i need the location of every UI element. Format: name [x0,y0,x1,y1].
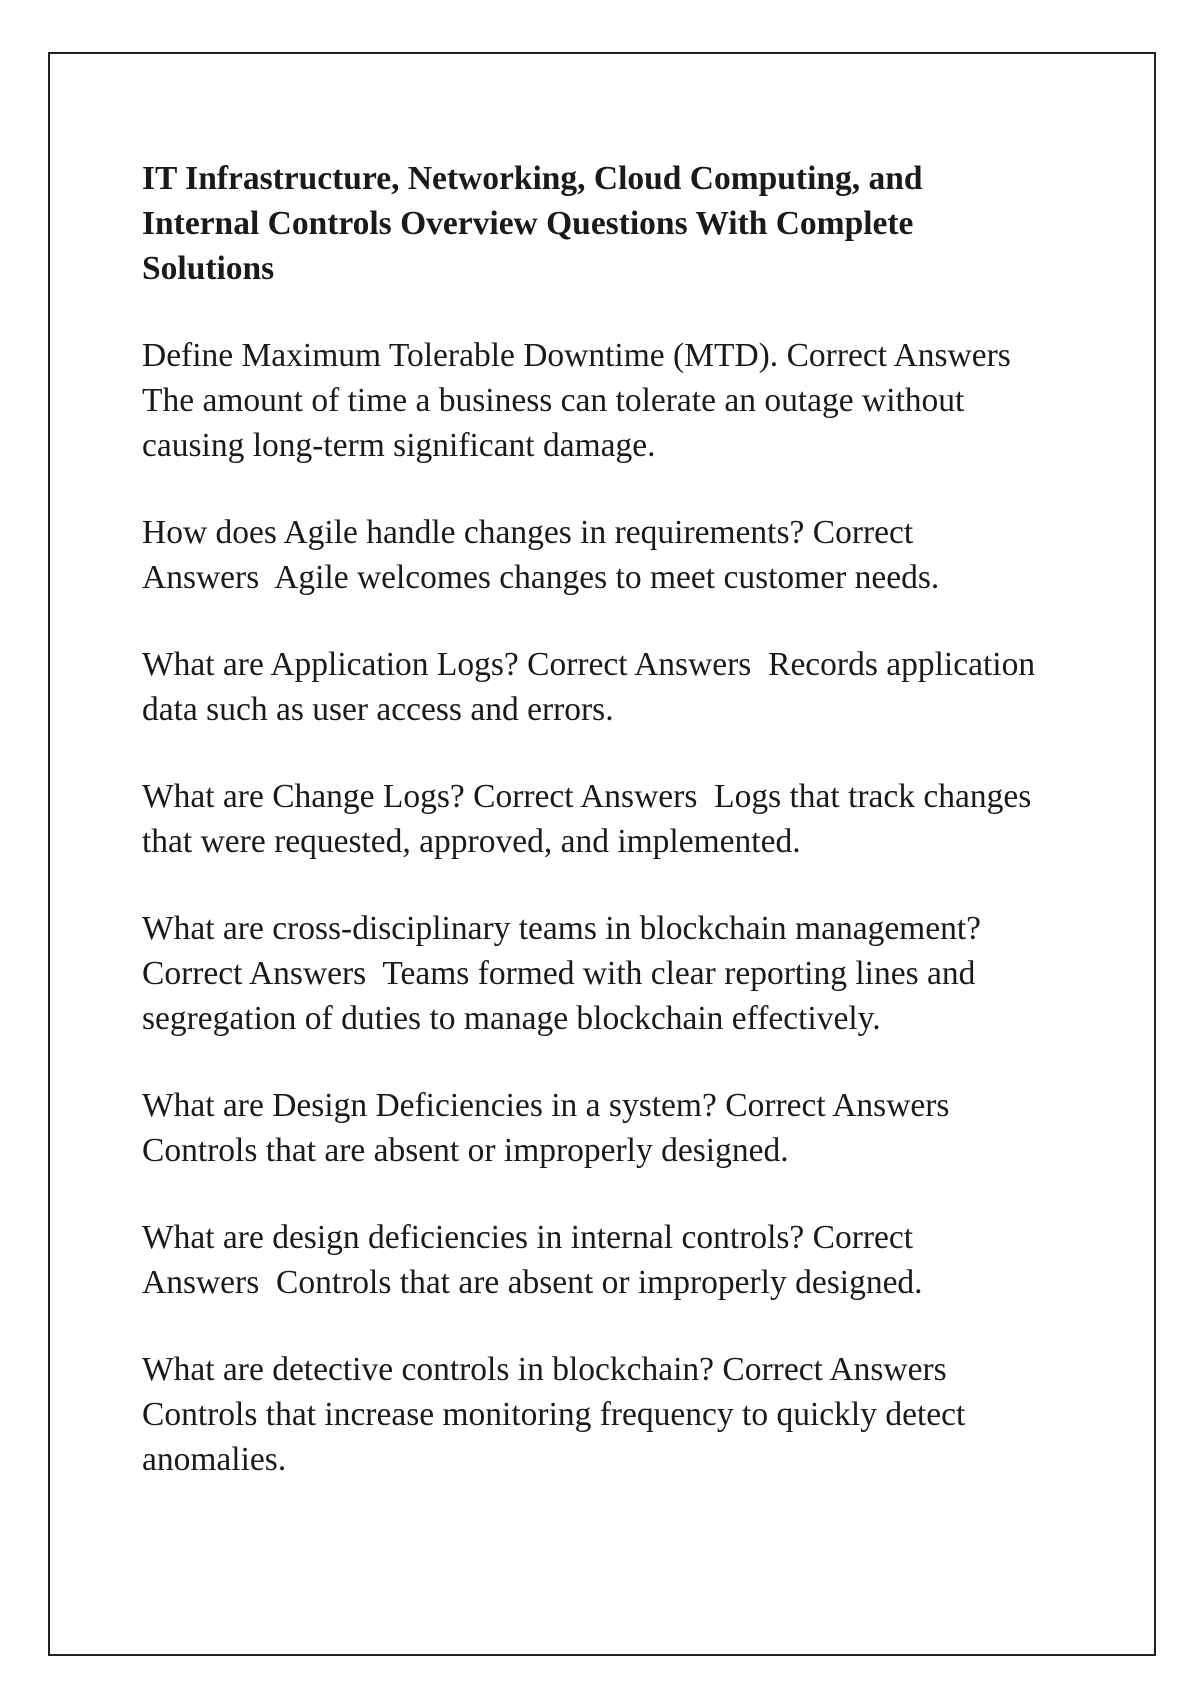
question-text: What are Design Deficiencies in a system? [142,1087,717,1124]
qa-item [142,774,1042,864]
answer-marker: Correct Answers [473,778,698,815]
document-title: IT Infrastructure, Networking, Cloud Computing, and Internal Controls Overview Questions With Complete Solutions [142,160,923,287]
question-text: What are Change Logs? [142,778,465,815]
answer-text: Records application data such as user access and errors. [142,646,1036,728]
answer-text: Agile welcomes changes to meet customer needs. [274,559,940,596]
qa-item [142,1347,1042,1482]
answer-text: Controls that are absent or improperly designed. [275,1264,923,1301]
qa-item [142,1083,1042,1173]
answer-text: Teams formed with clear reporting lines and segregation of duties to manage blockchain effectively. [142,955,976,1037]
qa-item [142,1215,1042,1305]
qa-item [142,906,1042,1041]
answer-text: Controls that increase monitoring frequency to quickly detect anomalies. [142,1396,966,1478]
answer-marker: Correct Answers [786,337,1011,374]
answer-marker: Correct Answers [142,955,367,992]
answer-marker: Correct Answers [725,1087,950,1124]
answer-text: The amount of time a business can tolerate an outage without causing long-term significant damage. [142,382,965,464]
answer-text: Logs that track changes that were requested, approved, and implemented. [142,778,1032,860]
answer-marker: Correct Answers [722,1351,947,1388]
answer-marker: Correct Answers [527,646,752,683]
qa-item [142,642,1042,732]
document-content [142,156,1042,1524]
question-text: What are design deficiencies in internal controls? [142,1219,805,1256]
question-text: What are cross-disciplinary teams in blockchain management? [142,910,982,947]
question-text: What are detective controls in blockchain? [142,1351,715,1388]
qa-item [142,510,1042,600]
qa-item [142,333,1042,468]
answer-marker: Correct Answers [142,514,914,596]
question-text: Define Maximum Tolerable Downtime (MTD). [142,337,779,374]
answer-marker: Correct Answers [142,1219,914,1301]
answer-text: Controls that are absent or improperly designed. [142,1132,789,1169]
question-text: What are Application Logs? [142,646,519,683]
question-text: How does Agile handle changes in requirements? [142,514,805,551]
